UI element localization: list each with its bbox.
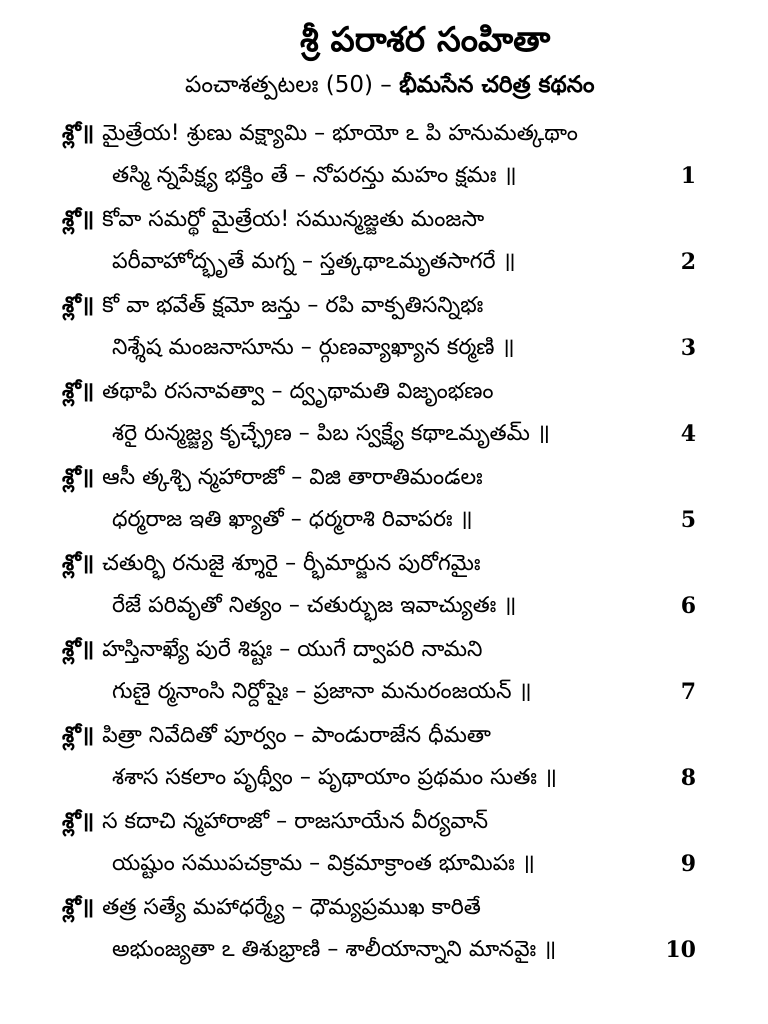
verse-number: 2	[680, 249, 696, 275]
chapter-number: పంచాశత్పటలః (50) –	[185, 72, 392, 98]
verse-line-1: తథాపి రసనావత్వా – ద్వృథామతి విజృంభణం	[102, 379, 494, 404]
verse-line-1: మైత్రేయ! శ్రుణు వక్ష్యామి – భూయో ఽ పి హనుమత్కథాం	[102, 121, 578, 146]
page-title: శ్రీ పరాశర సంహితా	[300, 20, 551, 60]
verse-line-2: రేజే పరివృతో నిత్యం – చతుర్భుజ ఇవాచ్యుతః ॥	[112, 593, 517, 618]
verse-line-1: పిత్రా నివేదితో పూర్వం – పాండురాజేన ధీమతా	[102, 723, 491, 748]
verse-number: 9	[680, 851, 696, 877]
verse-line-2: పరీవాహోద్భృతే మగ్న – స్తత్కథాఽమృతసాగరే ॥	[112, 249, 516, 274]
verse-line-2: శరై రున్మజ్జ్య కృచ్ఛ్రేణ – పిబ స్వక్ష్యే కథాఽమృతమ్ ॥	[112, 421, 551, 446]
verse-line-1: చతుర్భి రనుజై శ్శూరై – ర్భీమార్జున పురోగమైః	[102, 551, 481, 576]
verse	[0, 375, 768, 461]
verse-line-1: తత్ర సత్యే మహాధర్మ్యే – ధౌమ్యప్రముఖ కారితే	[102, 895, 481, 920]
verse-number: 7	[680, 679, 696, 705]
verse-marker: శ్లో॥	[62, 723, 95, 748]
verse-marker: శ్లో॥	[62, 895, 95, 920]
verse-number: 10	[665, 937, 696, 963]
verse-marker: శ్లో॥	[62, 637, 95, 662]
verse	[0, 633, 768, 719]
verse	[0, 203, 768, 289]
verse-marker: శ్లో॥	[62, 551, 95, 576]
verse-marker: శ్లో॥	[62, 809, 95, 834]
verse-number: 3	[680, 335, 696, 361]
verse-line-1: ఆసీ త్కశ్చి న్మహారాజో – విజి తారాతిమండలః	[102, 465, 483, 490]
verse-list	[0, 117, 768, 977]
verse-number: 4	[680, 421, 696, 447]
verse-line-2: అభుంజ్యతా ఽ తిశుభ్రాణి – శాలీయాన్నాని మానవైః ॥	[112, 937, 557, 962]
verse	[0, 719, 768, 805]
verse-marker: శ్లో॥	[62, 293, 95, 318]
verse	[0, 117, 768, 203]
verse-marker: శ్లో॥	[62, 207, 95, 232]
verse-marker: శ్లో॥	[62, 121, 95, 146]
verse-line-1: స కదాచి న్మహారాజో – రాజసూయేన వీర్యవాన్	[102, 809, 489, 834]
verse-line-2: నిశ్శేష మంజనాసూను – ర్గుణవ్యాఖ్యాన కర్మణి ॥	[112, 335, 515, 360]
verse-line-2: ధర్మరాజ ఇతి ఖ్యాతో – ధర్మరాశి రివాపరః ॥	[112, 507, 473, 532]
verse	[0, 891, 768, 977]
verse-line-1: హస్తినాఖ్యే పురే శిష్టః – యుగే ద్వాపరి నామని	[102, 637, 483, 662]
verse-number: 5	[680, 507, 696, 533]
verse-line-1: కోవా సమర్థో మైత్రేయ! సమున్మజ్జతు మంజసా	[102, 207, 485, 232]
verse	[0, 547, 768, 633]
verse-line-2: శశాస సకలాం పృథ్వీం – పృథాయాం ప్రథమం సుతః ॥	[112, 765, 557, 790]
verse	[0, 461, 768, 547]
verse-number: 8	[680, 765, 696, 791]
chapter-subtitle	[185, 72, 745, 104]
verse-line-2: గుణై ర్మనాంసి నిర్దోషైః – ప్రజానా మనురంజయన్ ॥	[112, 679, 532, 704]
verse-line-2: తస్మి న్నపేక్ష్య భక్తిం తే – నోపరన్తు మహం క్షమః ॥	[112, 163, 517, 188]
verse	[0, 289, 768, 375]
verse-line-1: కో వా భవేత్ క్షమో జన్తు – రపి వాక్పతిసన్నిభః	[102, 293, 484, 318]
verse-line-2: యష్టుం సముపచక్రామ – విక్రమాక్రాంత భూమిపః ॥	[112, 851, 535, 876]
verse	[0, 805, 768, 891]
verse-marker: శ్లో॥	[62, 379, 95, 404]
verse-number: 1	[680, 163, 696, 189]
verse-marker: శ్లో॥	[62, 465, 95, 490]
verse-number: 6	[680, 593, 696, 619]
chapter-title: భీమసేన చరిత్ర కథనం	[399, 72, 595, 98]
